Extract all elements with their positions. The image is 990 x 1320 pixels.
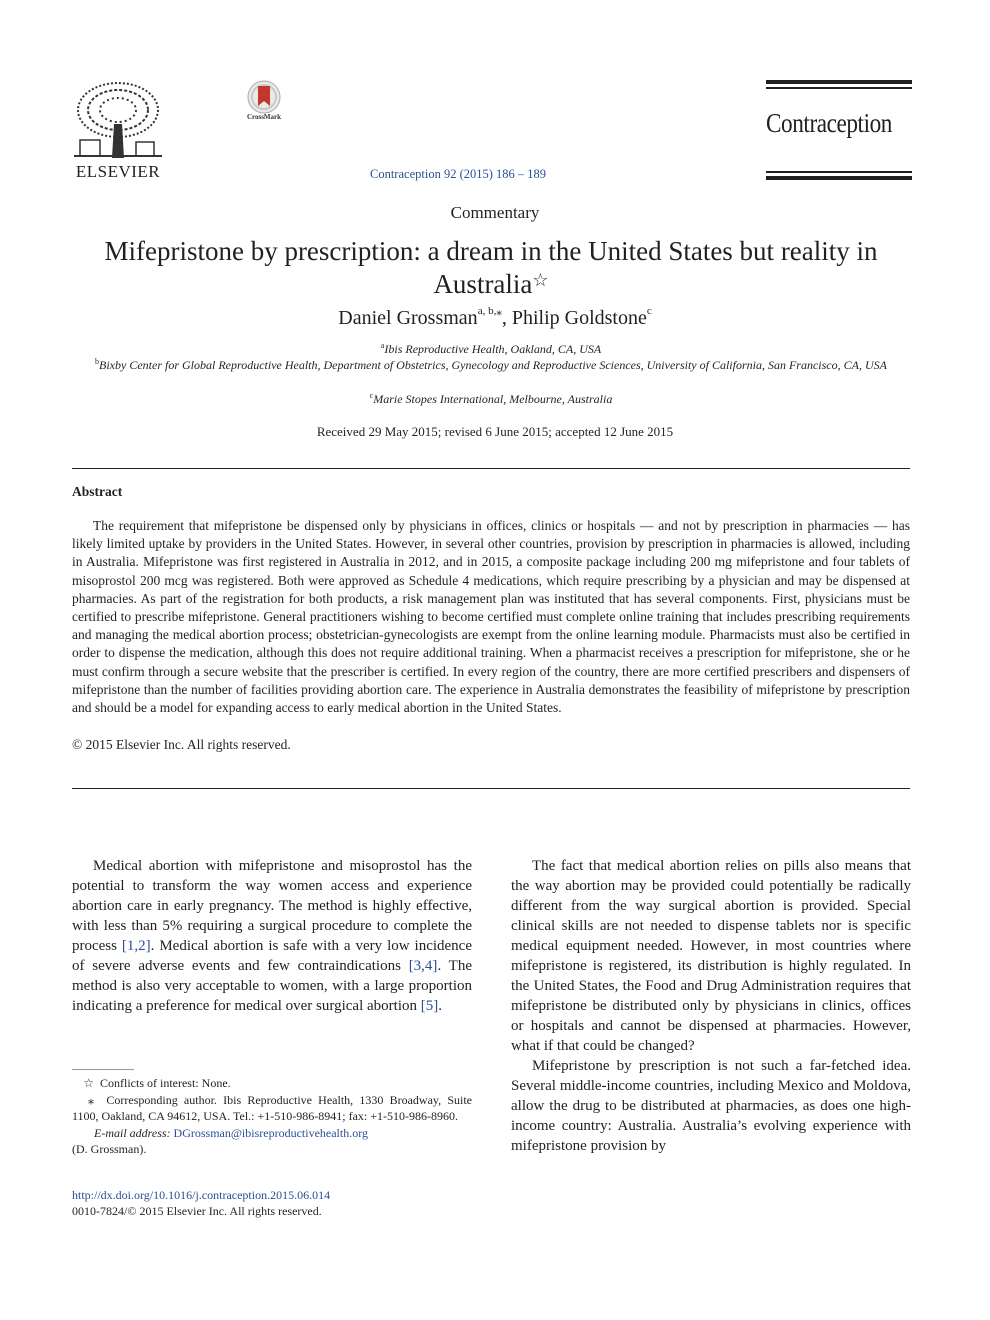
divider bbox=[72, 788, 910, 789]
abstract-heading: Abstract bbox=[72, 484, 123, 499]
author-name[interactable]: Daniel Grossman bbox=[338, 307, 478, 329]
masthead-rule-top-thin bbox=[766, 87, 912, 89]
citation-link[interactable]: [5] bbox=[420, 998, 439, 1014]
footnote-mark: ☆ bbox=[83, 1076, 94, 1090]
masthead-rule-top bbox=[766, 80, 912, 84]
affiliation-mark: a bbox=[380, 341, 385, 350]
issn-copyright: 0010-7824/© 2015 Elsevier Inc. All rights reserved. bbox=[72, 1204, 322, 1218]
corresponding-author-mark[interactable]: ⁎ bbox=[496, 306, 502, 318]
masthead-rule-bottom-thin bbox=[766, 171, 912, 173]
journal-name: Contraception bbox=[766, 108, 892, 138]
footnote-text: Conflicts of interest: None. bbox=[100, 1076, 231, 1090]
abstract-copyright: © 2015 Elsevier Inc. All rights reserved. bbox=[72, 737, 291, 752]
divider bbox=[72, 468, 910, 469]
masthead-rule-bottom bbox=[766, 176, 912, 180]
footnote-email bbox=[72, 1125, 472, 1142]
body-text: . The method is also very acceptable to women, with a large proportion indicating a preference for medical over surgical abortion bbox=[72, 958, 472, 1014]
email-label: E-mail address: bbox=[94, 1125, 171, 1140]
affiliation-mark: c bbox=[369, 391, 374, 400]
crossmark-label: CrossMark bbox=[246, 113, 282, 121]
affiliation bbox=[72, 387, 910, 408]
body-text: Medical abortion with mifepristone and misoprostol has the potential to transform the way women access and experience abortion care in early pregnancy. The method is highly effective, with less than 5% requiring a surgical procedure to complete the process bbox=[72, 858, 472, 954]
footnote-email-owner: (D. Grossman). bbox=[72, 1142, 147, 1157]
body-text: . bbox=[438, 998, 442, 1014]
affiliation-text: Bixby Center for Global Reproductive Health, Department of Obstetrics, Gynecology and Reproductive Sciences, University of California, San Francisco, CA, USA bbox=[99, 358, 887, 372]
footnote-rule bbox=[72, 1069, 134, 1070]
footnote-text: Corresponding author. Ibis Reproductive Health, 1330 Broadway, Suite 1100, Oakland, CA 94612, USA. Tel.: +1-510-986-8941; fax: +1-510-986-8960. bbox=[72, 1092, 472, 1124]
affiliation-text: Marie Stopes International, Melbourne, Australia bbox=[373, 392, 613, 406]
body-paragraph bbox=[72, 856, 472, 1016]
elsevier-tree-icon bbox=[72, 80, 164, 160]
elsevier-logo[interactable] bbox=[72, 80, 164, 180]
crossmark-icon bbox=[244, 80, 284, 114]
body-column-right bbox=[511, 856, 911, 1156]
abstract-text: The requirement that mifepristone be dispensed only by physicians in offices, clinics or hospitals — and not by prescription in pharmacies — has likely limited uptake by providers in the United States. However, in several other countries, provision by prescription in pharmacies is allowed, including in Australia. Mifepristone was first registered in Australia in 2012, and in 2015, a composite package including 200 mg mifepristone and four tablets of misoprostol 200 mcg was registered. Both were approved as Schedule 4 medications, which require prescribing by a physician and may be dispensed at pharmacies. As part of the registration for both products, a risk management plan was instituted that has several components. First, physicians must be certified to prescribe mifepristone. General practitioners wishing to become certified must complete online training that includes prescribing requirements and managing the medical abortion process; obstetrician-gynecologists are exempt from the online learning module. Pharmacists must also be certified in order to dispense the medication, although this does not require additional training. When a pharmacist receives a prescription for mifepristone, she or he must confirm through a secure website that the prescriber is certified. In every region of the country, there are more certified prescribers and dispensers of mifepristone than the number of facilities providing abortion care. The experience in Australia demonstrates the feasibility of mifepristone by prescription and should be a model for expanding access to early medical abortion in the United States. bbox=[72, 518, 910, 716]
affiliation bbox=[72, 353, 910, 374]
author-name[interactable]: Philip Goldstone bbox=[511, 307, 647, 329]
footnote-mark: ⁎ bbox=[88, 1092, 94, 1107]
received-dates: Received 29 May 2015; revised 6 June 2015; accepted 12 June 2015 bbox=[316, 424, 674, 439]
affiliation-mark: b bbox=[95, 357, 100, 366]
footnote-conflict bbox=[72, 1075, 472, 1092]
citation-link[interactable]: [3,4] bbox=[408, 958, 438, 974]
author-separator: , bbox=[501, 307, 512, 329]
footnote-corresponding bbox=[72, 1092, 472, 1125]
body-paragraph: The fact that medical abortion relies on pills also means that the way abortion may be provided could potentially be radically different from the way surgical abortion is provided. Special clinical skills are not needed to dispense tablets nor is specific medical equipment needed. However, in most countries where mifepristone is registered, its distribution is highly regulated. In the United States, the Food and Drug Administration requires that mifepristone be distributed only by physicians in clinics, offices or hospitals and cannot be dispensed at pharmacies. However, what if that could be changed? bbox=[511, 858, 911, 1054]
publisher-name: ELSEVIER bbox=[75, 162, 161, 181]
article-title-text: Mifepristone by prescription: a dream in the United States but reality in Australia bbox=[104, 236, 878, 299]
article-type: Commentary bbox=[450, 203, 540, 222]
journal-masthead bbox=[766, 78, 912, 182]
body-text: . Medical abortion is safe with a very low incidence of severe adverse events and few contraindications bbox=[72, 938, 472, 974]
article-title bbox=[72, 235, 910, 301]
author-list bbox=[0, 307, 990, 330]
author-affiliation-marks[interactable]: a, b, bbox=[477, 305, 497, 317]
body-paragraph: Mifepristone by prescription is not such a far-fetched idea. Several middle-income countries, including Mexico and Moldova, allow the drug to be distributed at pharmacies, as does one high-income country: Australia. Australia’s evolving experience with mifepristone provision by bbox=[511, 1058, 911, 1154]
author-affiliation-marks[interactable]: c bbox=[646, 305, 652, 317]
email-link[interactable]: DGrossman@ibisreproductivehealth.org bbox=[173, 1125, 369, 1140]
affiliation-text: Ibis Reproductive Health, Oakland, CA, USA bbox=[384, 342, 602, 356]
footnotes bbox=[72, 1075, 472, 1158]
title-footnote-mark[interactable]: ☆ bbox=[532, 270, 549, 290]
citation-link[interactable]: [1,2] bbox=[121, 938, 151, 954]
journal-citation-link[interactable]: Contraception 92 (2015) 186 – 189 bbox=[370, 167, 547, 181]
body-column-left bbox=[72, 856, 472, 1016]
doi-link[interactable]: http://dx.doi.org/10.1016/j.contraception.2015.06.014 bbox=[72, 1188, 331, 1202]
crossmark-badge[interactable] bbox=[244, 80, 284, 126]
